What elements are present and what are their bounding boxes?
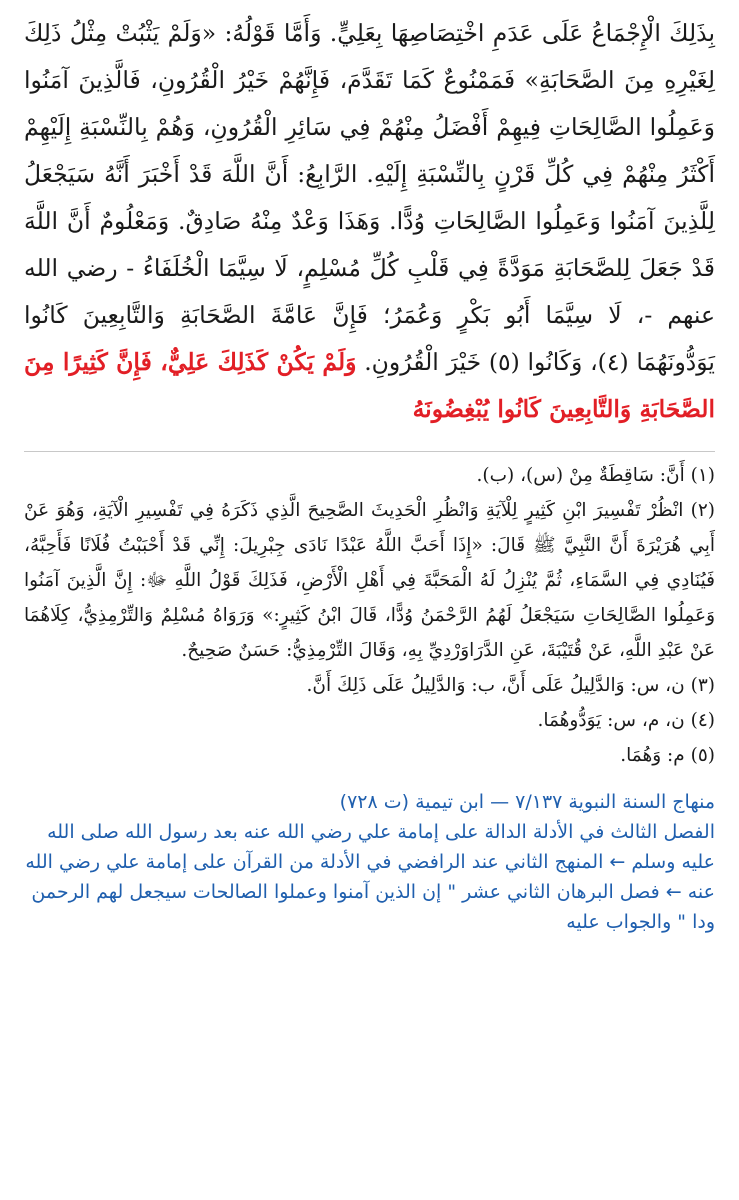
main-text-highlight: وَلَمْ يَكُنْ كَذَلِكَ عَلِيٌّ، فَإِنَّ كَثِيرًا مِنَ الصَّحَابَةِ وَالتَّابِعِينَ كَانُوا يُبْغِضُونَهُ: [24, 348, 715, 423]
main-text: [24, 10, 715, 433]
main-paragraph: [24, 10, 715, 433]
source-title: منهاج السنة النبوية ٧/١٣٧ — ابن تيمية (ت ٧٢٨): [339, 791, 715, 813]
footnote-4: (٤) ن، م، س: يَوَدُّوهُمَا.: [537, 710, 715, 731]
footnote-3: (٣) ن، س: وَالدَّلِيلُ عَلَى أَنَّ، ب: وَالدَّلِيلُ عَلَى ذَلِكَ أَنَّ.: [306, 675, 715, 696]
footnote-1: (١) أَنَّ: سَاقِطَةٌ مِنْ (س)، (ب).: [476, 465, 715, 486]
footnote-separator: [24, 451, 715, 452]
source-chapter-path: الفصل الثالث في الأدلة الدالة على إمامة علي رضي الله عنه بعد رسول الله صلى الله عليه وسلم ← المنهج الثاني عند الرافضي في الأدلة من القرآن على إمامة علي رضي الله عنه ← فصل البرهان الثاني عشر " إن الذين آمنوا وعملوا الصالحات سيجعل لهم الرحمن ودا " والجواب عليه: [25, 821, 715, 933]
footnote-5: (٥) م: وَهُمَا.: [620, 745, 715, 766]
source-citation: [24, 787, 715, 937]
main-text-normal: بِذَلِكَ الْإِجْمَاعُ عَلَى عَدَمِ اخْتِصَاصِهَا بِعَلِيٍّ. وَأَمَّا قَوْلُهُ: «وَلَمْ يَثْبُتْ مِثْلُ ذَلِكَ لِغَيْرِهِ مِنَ الصَّحَابَةِ» فَمَمْنُوعٌ كَمَا تَقَدَّمَ، فَإِنَّهُمْ خَيْرُ الْقُرُونِ، فَالَّذِينَ آمَنُوا وَعَمِلُوا الصَّالِحَاتِ فِيهِمْ أَفْضَلُ مِنْهُمْ فِي سَائِرِ الْقُرُونِ، وَهُمْ بِالنِّسْبَةِ إِلَيْهِمْ أَكْثَرُ مِنْهُمْ فِي كُلِّ قَرْنٍ بِالنِّسْبَةِ إِلَيْهِ. الرَّابِعُ: أَنَّ اللَّهَ قَدْ أَخْبَرَ أَنَّهُ سَيَجْعَلُ لِلَّذِينَ آمَنُوا وَعَمِلُوا الصَّالِحَاتِ وُدًّا. وَهَذَا وَعْدٌ مِنْهُ صَادِقٌ. وَمَعْلُومٌ أَنَّ اللَّهَ قَدْ جَعَلَ لِلصَّحَابَةِ مَوَدَّةً فِي قَلْبِ كُلِّ مُسْلِمٍ، لَا سِيَّمَا الْخُلَفَاءُ - رضي الله عنهم -، لَا سِيَّمَا أَبُو بَكْرٍ وَعُمَرُ؛ فَإِنَّ عَامَّةَ الصَّحَابَةِ وَالتَّابِعِينَ كَانُوا يَوَدُّونَهُمَا (٤)، وَكَانُوا (٥) خَيْرَ الْقُرُونِ.: [24, 19, 715, 376]
footnotes: [24, 458, 715, 773]
footnote-2: (٢) انْظُرْ تَفْسِيرَ ابْنِ كَثِيرٍ لِلْآيَةِ وَانْظُرِ الْحَدِيثَ الصَّحِيحَ الَّذِي ذَكَرَهُ فِي تَفْسِيرِ الْآيَةِ، وَهُوَ عَنْ أَبِي هُرَيْرَةَ أَنَّ النَّبِيَّ ﷺ قَالَ: «إِذَا أَحَبَّ اللَّهُ عَبْدًا نَادَى جِبْرِيلَ: إِنِّي قَدْ أَحْبَبْتُ فُلَانًا فَأَحِبَّهُ، فَيُنَادِي فِي السَّمَاءِ، ثُمَّ يُنْزِلُ لَهُ الْمَحَبَّةَ فِي أَهْلِ الْأَرْضِ، فَذَلِكَ قَوْلُ اللَّهِ ﷻ: إِنَّ الَّذِينَ آمَنُوا وَعَمِلُوا الصَّالِحَاتِ سَيَجْعَلُ لَهُمُ الرَّحْمَنُ وُدًّا، قَالَ ابْنُ كَثِيرٍ:» وَرَوَاهُ مُسْلِمٌ وَالتِّرْمِذِيُّ، كِلَاهُمَا عَنْ عَبْدِ اللَّهِ، عَنْ قُتَيْبَةَ، عَنِ الدَّرَاوَرْدِيِّ بِهِ، وَقَالَ التِّرْمِذِيُّ: حَسَنٌ صَحِيحٌ.: [24, 500, 715, 661]
